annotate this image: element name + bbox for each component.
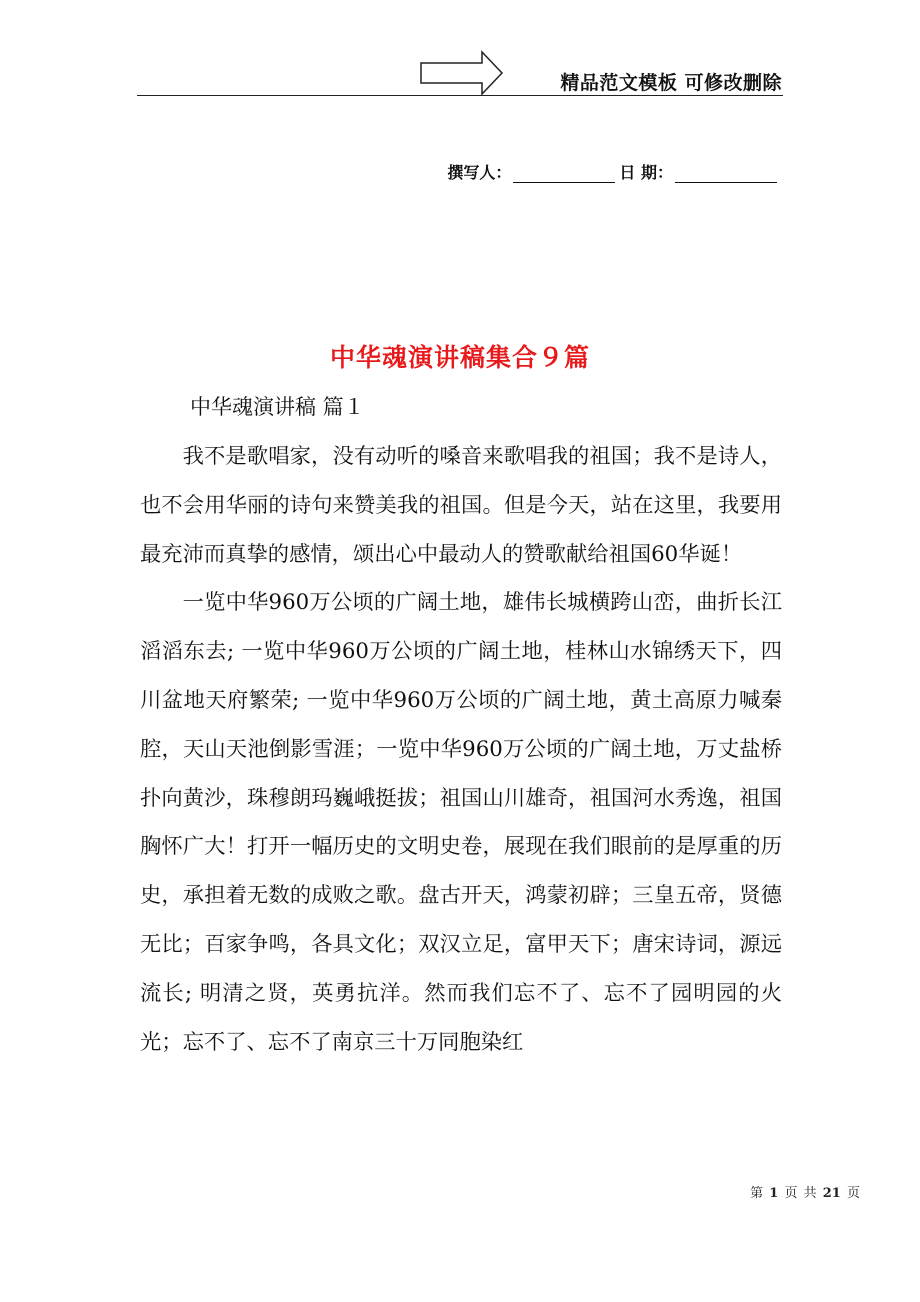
author-blank — [513, 164, 615, 183]
author-label: 撰写人： — [447, 163, 512, 182]
date-label: 日 期： — [619, 163, 673, 182]
current-page-number: 1 — [769, 1186, 779, 1201]
section-heading: 中华魂演讲稿 篇１ — [190, 395, 365, 419]
document-body — [140, 433, 782, 1067]
header-divider — [137, 95, 783, 96]
document-title: 中华魂演讲稿集合９篇 — [329, 343, 590, 372]
page-footer — [750, 1182, 860, 1201]
footer-suffix: 页 — [846, 1186, 860, 1201]
body-paragraph: 一览中华960万公顷的广阔土地，雄伟长城横跨山峦，曲折长江滔滔东去; 一览中华960万公顷的广阔土地，桂林山水锦绣天下，四川盆地天府繁荣; 一览中华960万公顷的广阔土地，黄土高原力喊秦腔，天山天池倒影雪涯；一览中华960万公顷的广阔土地，万丈盐桥扑向黄沙，珠穆朗玛巍峨挺拔；祖国山川雄奇，祖国河水秀逸，祖国胸怀广大！打开一幅历史的文明史卷，展现在我们眼前的是厚重的历史，承担着无数的成败之歌。盘古开天，鸿蒙初辟；三皇五帝，贤德无比；百家争鸣，各具文化；双汉立足，富甲天下；唐宋诗词，源远流长; 明清之贤，英勇抗洋。然而我们忘不了、忘不了园明园的火光；忘不了、忘不了南京三十万同胞染红 — [140, 590, 782, 1055]
total-page-count: 21 — [822, 1186, 841, 1201]
footer-middle: 页 共 — [784, 1186, 817, 1201]
author-date-line — [447, 160, 781, 183]
footer-prefix: 第 — [750, 1186, 764, 1201]
body-paragraph: 我不是歌唱家，没有动听的嗓音来歌唱我的祖国；我不是诗人，也不会用华丽的诗句来赞美我的祖国。但是今天，站在这里，我要用最充沛而真挚的感情，颂出心中最动人的赞歌献给祖国60华诞！ — [140, 444, 782, 567]
header-label: 精品范文模板 可修改删除 — [560, 72, 782, 94]
arrow-right-icon — [420, 50, 504, 96]
date-blank — [675, 164, 777, 183]
